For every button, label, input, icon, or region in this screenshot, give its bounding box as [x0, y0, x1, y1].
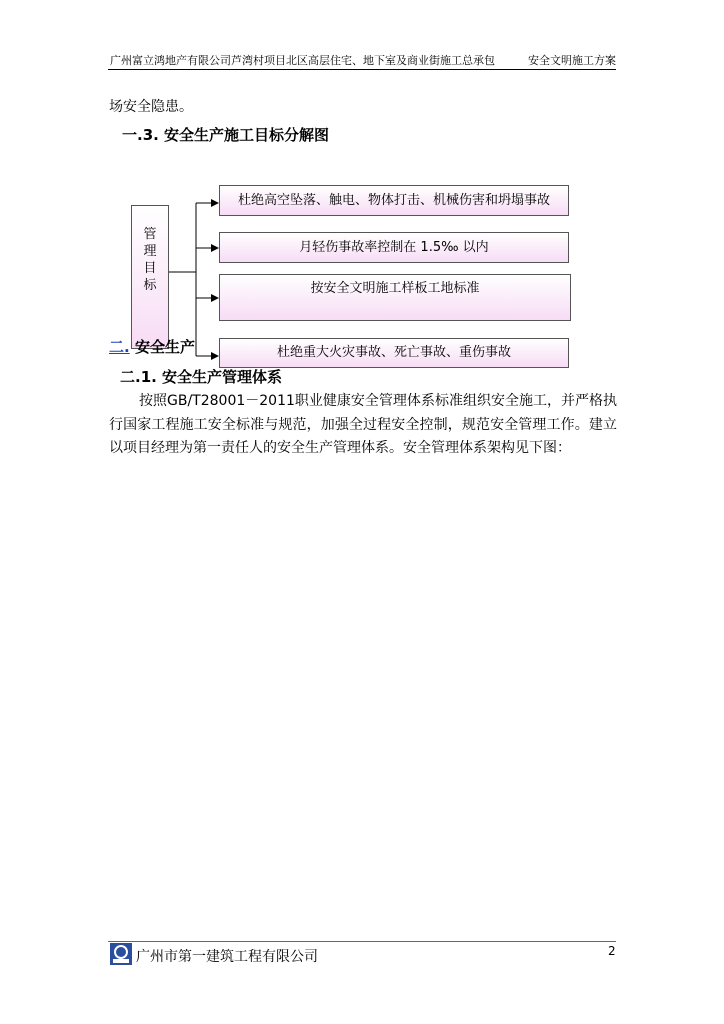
page-number: 2 — [608, 944, 616, 958]
company-logo-icon — [110, 943, 132, 965]
section-heading-1-3: 一.3. 安全生产施工目标分解图 — [122, 126, 330, 144]
mgmt-label-char: 管 — [143, 227, 157, 242]
text-fragment: 场安全隐患。 — [109, 99, 193, 115]
body-paragraph: 按照GB/T28001－2011职业健康安全管理体系标准组织安全施工，并严格执行国家工程施工安全标准与规范，加强全过程安全控制，规范安全管理工作。建立以项目经理为第一责任人的安全生产管理体系。安全管理体系架构见下图： — [109, 393, 617, 456]
goal-box-1: 杜绝高空坠落、触电、物体打击、机械伤害和坍塌事故 — [219, 185, 569, 216]
goal-box-4: 杜绝重大火灾事故、死亡事故、重伤事故 — [219, 338, 569, 368]
header-project-title: 广州富立鸿地产有限公司芦湾村项目北区高层住宅、地下室及商业街施工总承包 — [110, 54, 495, 67]
section-heading-2-1: 二.1. 安全生产管理体系 — [120, 368, 283, 386]
goal-box-2: 月轻伤事故率控制在 1.5‰ 以内 — [219, 232, 569, 263]
footer-divider — [108, 941, 616, 942]
mgmt-label-char: 目 — [143, 261, 157, 276]
management-goals-box — [131, 205, 169, 349]
footer-company-name: 广州市第一建筑工程有限公司 — [136, 949, 318, 965]
goal-box-3: 按安全文明施工样板工地标准 — [219, 274, 571, 321]
mgmt-label-char: 标 — [143, 278, 157, 293]
section-2-title: 安全生产 — [134, 338, 195, 356]
header-document-title: 安全文明施工方案 — [528, 54, 616, 67]
section-2-number[interactable]: 二. — [109, 338, 130, 356]
section-heading-2 — [109, 336, 195, 357]
mgmt-label-char: 理 — [143, 244, 157, 259]
